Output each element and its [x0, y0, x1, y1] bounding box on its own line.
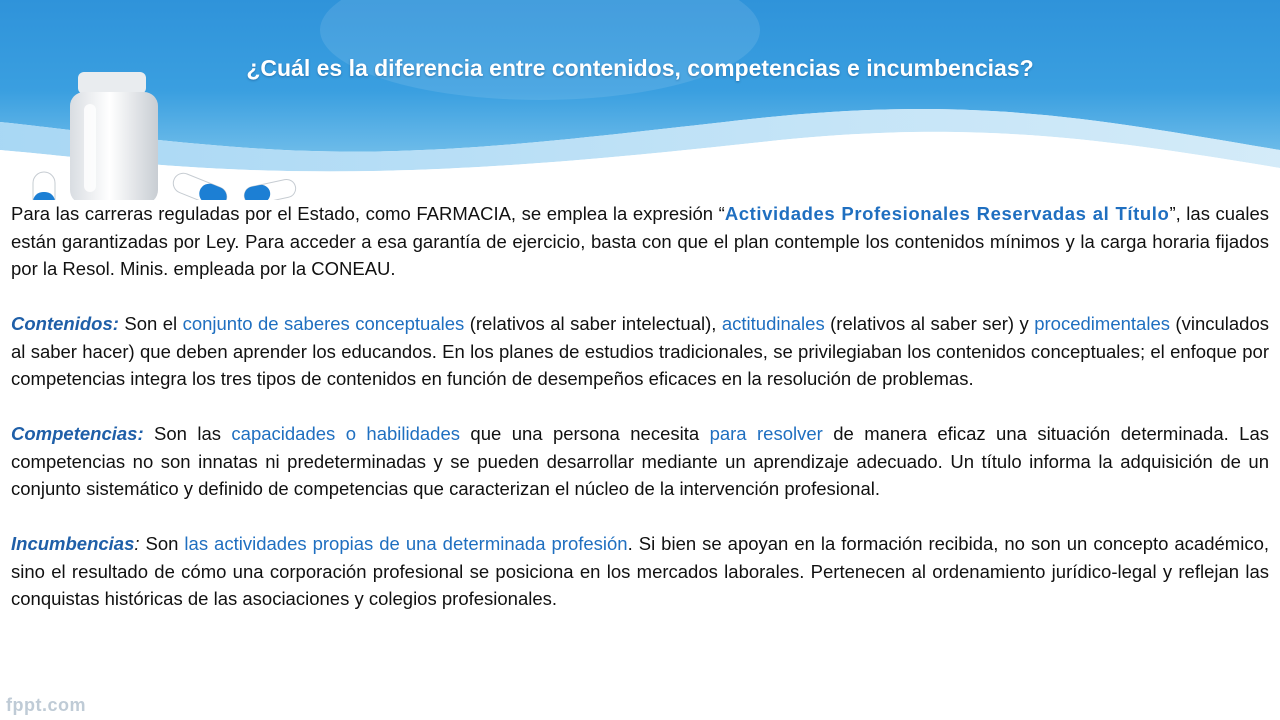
- competencias-paragraph: Competencias: Son las capacidades o habilidades que una persona necesita para resolver de manera eficaz una situación determinada. Las competencias no son innatas ni predeterminadas y se pueden desarrollar mediante un aprendizaje adecuado. Un título informa la adquisición de un conjunto sistemático y definido de competencias que caracterizan el núcleo de la intervención profesional.: [11, 423, 1269, 499]
- header-banner: [0, 0, 1280, 200]
- term-label: Incumbencias: [11, 533, 135, 554]
- term-label: Competencias:: [11, 423, 144, 444]
- capsule-icon: [33, 172, 55, 200]
- slide-body: [11, 200, 1269, 640]
- watermark-logo: fppt.com: [6, 695, 86, 715]
- slide-title: ¿Cuál es la diferencia entre contenidos, competencias e incumbencias?: [246, 55, 1034, 81]
- incumbencias-paragraph: Incumbencias: Son las actividades propias de una determinada profesión. Si bien se apoyan en la formación recibida, no son un concepto académico, sino el resultado de cómo una corporación profesional se posiciona en los mercados laborales. Pertenecen al ordenamiento jurídico-legal y reflejan las conquistas históricas de las asociaciones y colegios profesionales.: [11, 533, 1269, 609]
- pill-bottle-icon: [70, 72, 158, 200]
- term-label: Contenidos:: [11, 313, 119, 334]
- highlight-text: Actividades Profesionales Reservadas al Título: [724, 203, 1170, 224]
- contenidos-paragraph: Contenidos: Son el conjunto de saberes conceptuales (relativos al saber intelectual), actitudinales (relativos al saber ser) y procedimentales (vinculados al saber hacer) que deben aprender los educandos. En los planes de estudios tradicionales, se privilegiaban los contenidos conceptuales; el enfoque por competencias integra los tres tipos de contenidos en función de desempeños eficaces en la resolución de problemas.: [11, 313, 1270, 389]
- intro-paragraph: Para las carreras reguladas por el Estado, como FARMACIA, se emplea la expresión “Actividades Profesionales Reservadas al Título”, las cuales están garantizadas por Ley. Para acceder a esa garantía de ejercicio, basta con que el plan contemple los contenidos mínimos y la carga horaria fijados por la Resol. Minis. empleada por la CONEAU.: [11, 203, 1269, 279]
